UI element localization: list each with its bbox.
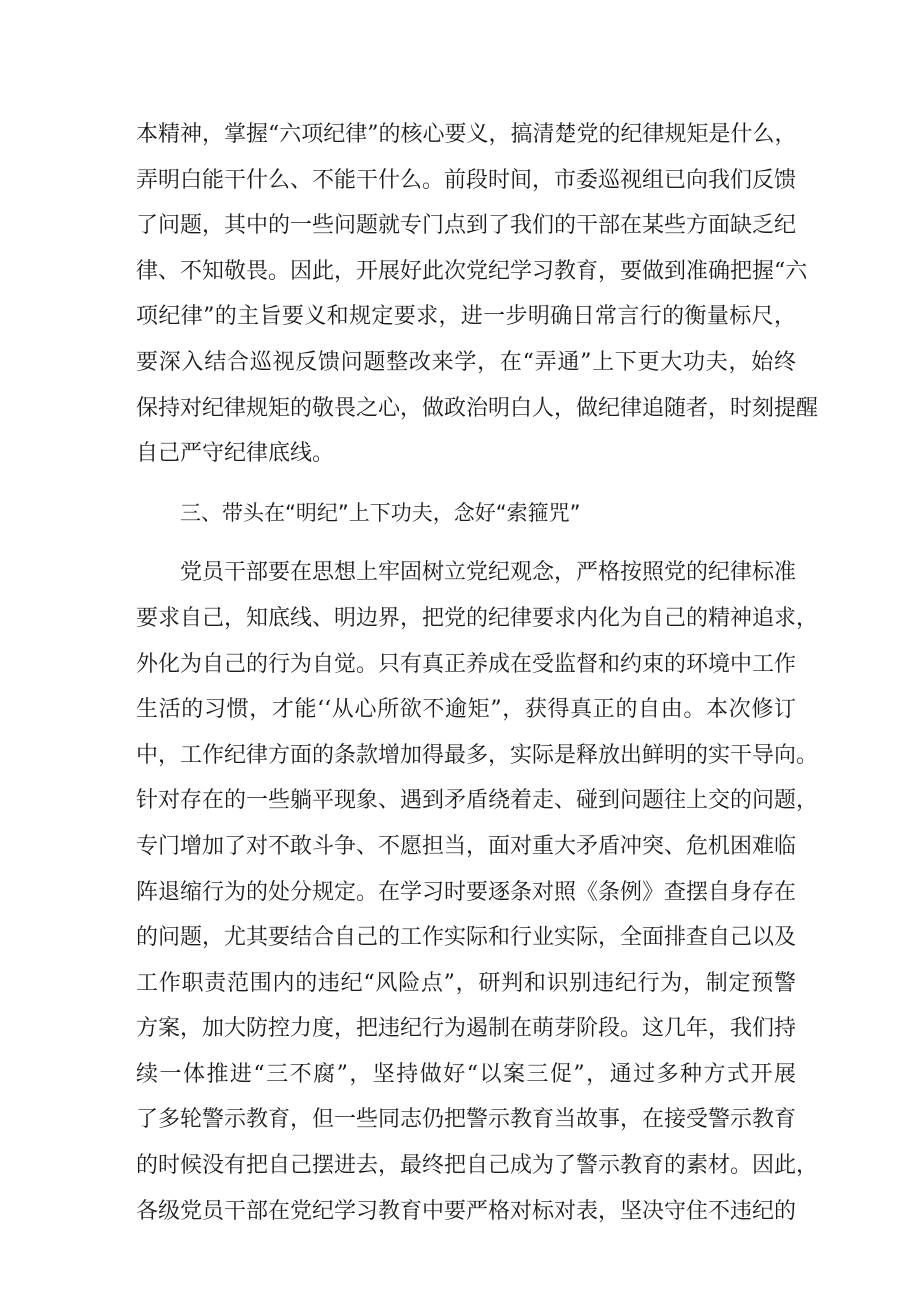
paragraph-1 (136, 112, 819, 477)
document-body (136, 112, 819, 1234)
text-line: 要求自己，知底线、明边界，把党的纪律要求内化为自己的精神追求， (136, 605, 819, 631)
text-line: 保持对纪律规矩的敬畏之心，做政治明白人，做纪律追随者，时刻提醒 (136, 395, 819, 421)
text-line: 律、不知敬畏。因此，开展好此次党纪学习教育，要做到准确把握“六 (136, 258, 808, 284)
text-line: 专门增加了对不敢斗争、不愿担当，面对重大矛盾冲突、危机困难临 (136, 833, 797, 859)
text-line: 要深入结合巡视反馈问题整改来学，在“弄通”上下更大功夫，始终 (136, 349, 796, 375)
text-line: 的时候没有把自己摆进去，最终把自己成为了警示教育的素材。因此， (136, 1153, 819, 1179)
text-line: 针对存在的一些躺平现象、遇到矛盾绕着走、碰到问题往上交的问题， (136, 788, 819, 814)
text-line: 阵退缩行为的处分规定。在学习时要逐条对照《条例》查摆自身存在 (136, 879, 797, 905)
text-line: 项纪律”的主旨要义和规定要求，进一步明确日常言行的衡量标尺， (136, 304, 796, 330)
text-line: 党员干部要在思想上牢固树立党纪观念，严格按照党的纪律标准 (180, 560, 797, 586)
text-line: 方案，加大防控力度，把违纪行为遏制在萌芽阶段。这几年，我们持 (136, 1016, 797, 1042)
text-line: 了多轮警示教育，但一些同志仍把警示教育当故事，在接受警示教育 (136, 1107, 797, 1133)
text-line: 的问题，尤其要结合自己的工作实际和行业实际，全面排查自己以及 (136, 925, 797, 951)
text-line: 了问题，其中的一些问题就专门点到了我们的干部在某些方面缺乏纪 (136, 213, 797, 239)
text-line: 弄明白能干什么、不能干什么。前段时间，市委巡视组已向我们反馈 (136, 167, 797, 193)
spacer (136, 477, 796, 491)
paragraph-2 (136, 550, 819, 1234)
section-heading: 三、带头在“明纪”上下功夫，念好“索箍咒” (180, 500, 581, 525)
text-line: 各级党员干部在党纪学习教育中要严格对标对表，坚决守住不违纪的 (136, 1198, 797, 1224)
text-line: 本精神，掌握“六项纪律”的核心要义，搞清楚党的纪律规矩是什么， (136, 122, 797, 147)
text-line: 生活的习惯，才能‘‘从心所欲不逾矩”，获得真正的自由。本次修订 (136, 697, 796, 723)
text-line: 续一体推进“三不腐”，坚持做好“以案三促”，通过多种方式开展 (136, 1061, 796, 1087)
text-line: 中，工作纪律方面的条款增加得最多，实际是释放出鲜明的实干导向。 (136, 742, 819, 768)
text-line: 自己严守纪律底线。 (136, 441, 335, 467)
spacer (136, 536, 796, 550)
text-line: 外化为自己的行为自觉。只有真正养成在受监督和约束的环境中工作 (136, 651, 797, 677)
text-line: 工作职责范围内的违纪“风险点”，研判和识别违纪行为，制定预警 (136, 970, 796, 996)
